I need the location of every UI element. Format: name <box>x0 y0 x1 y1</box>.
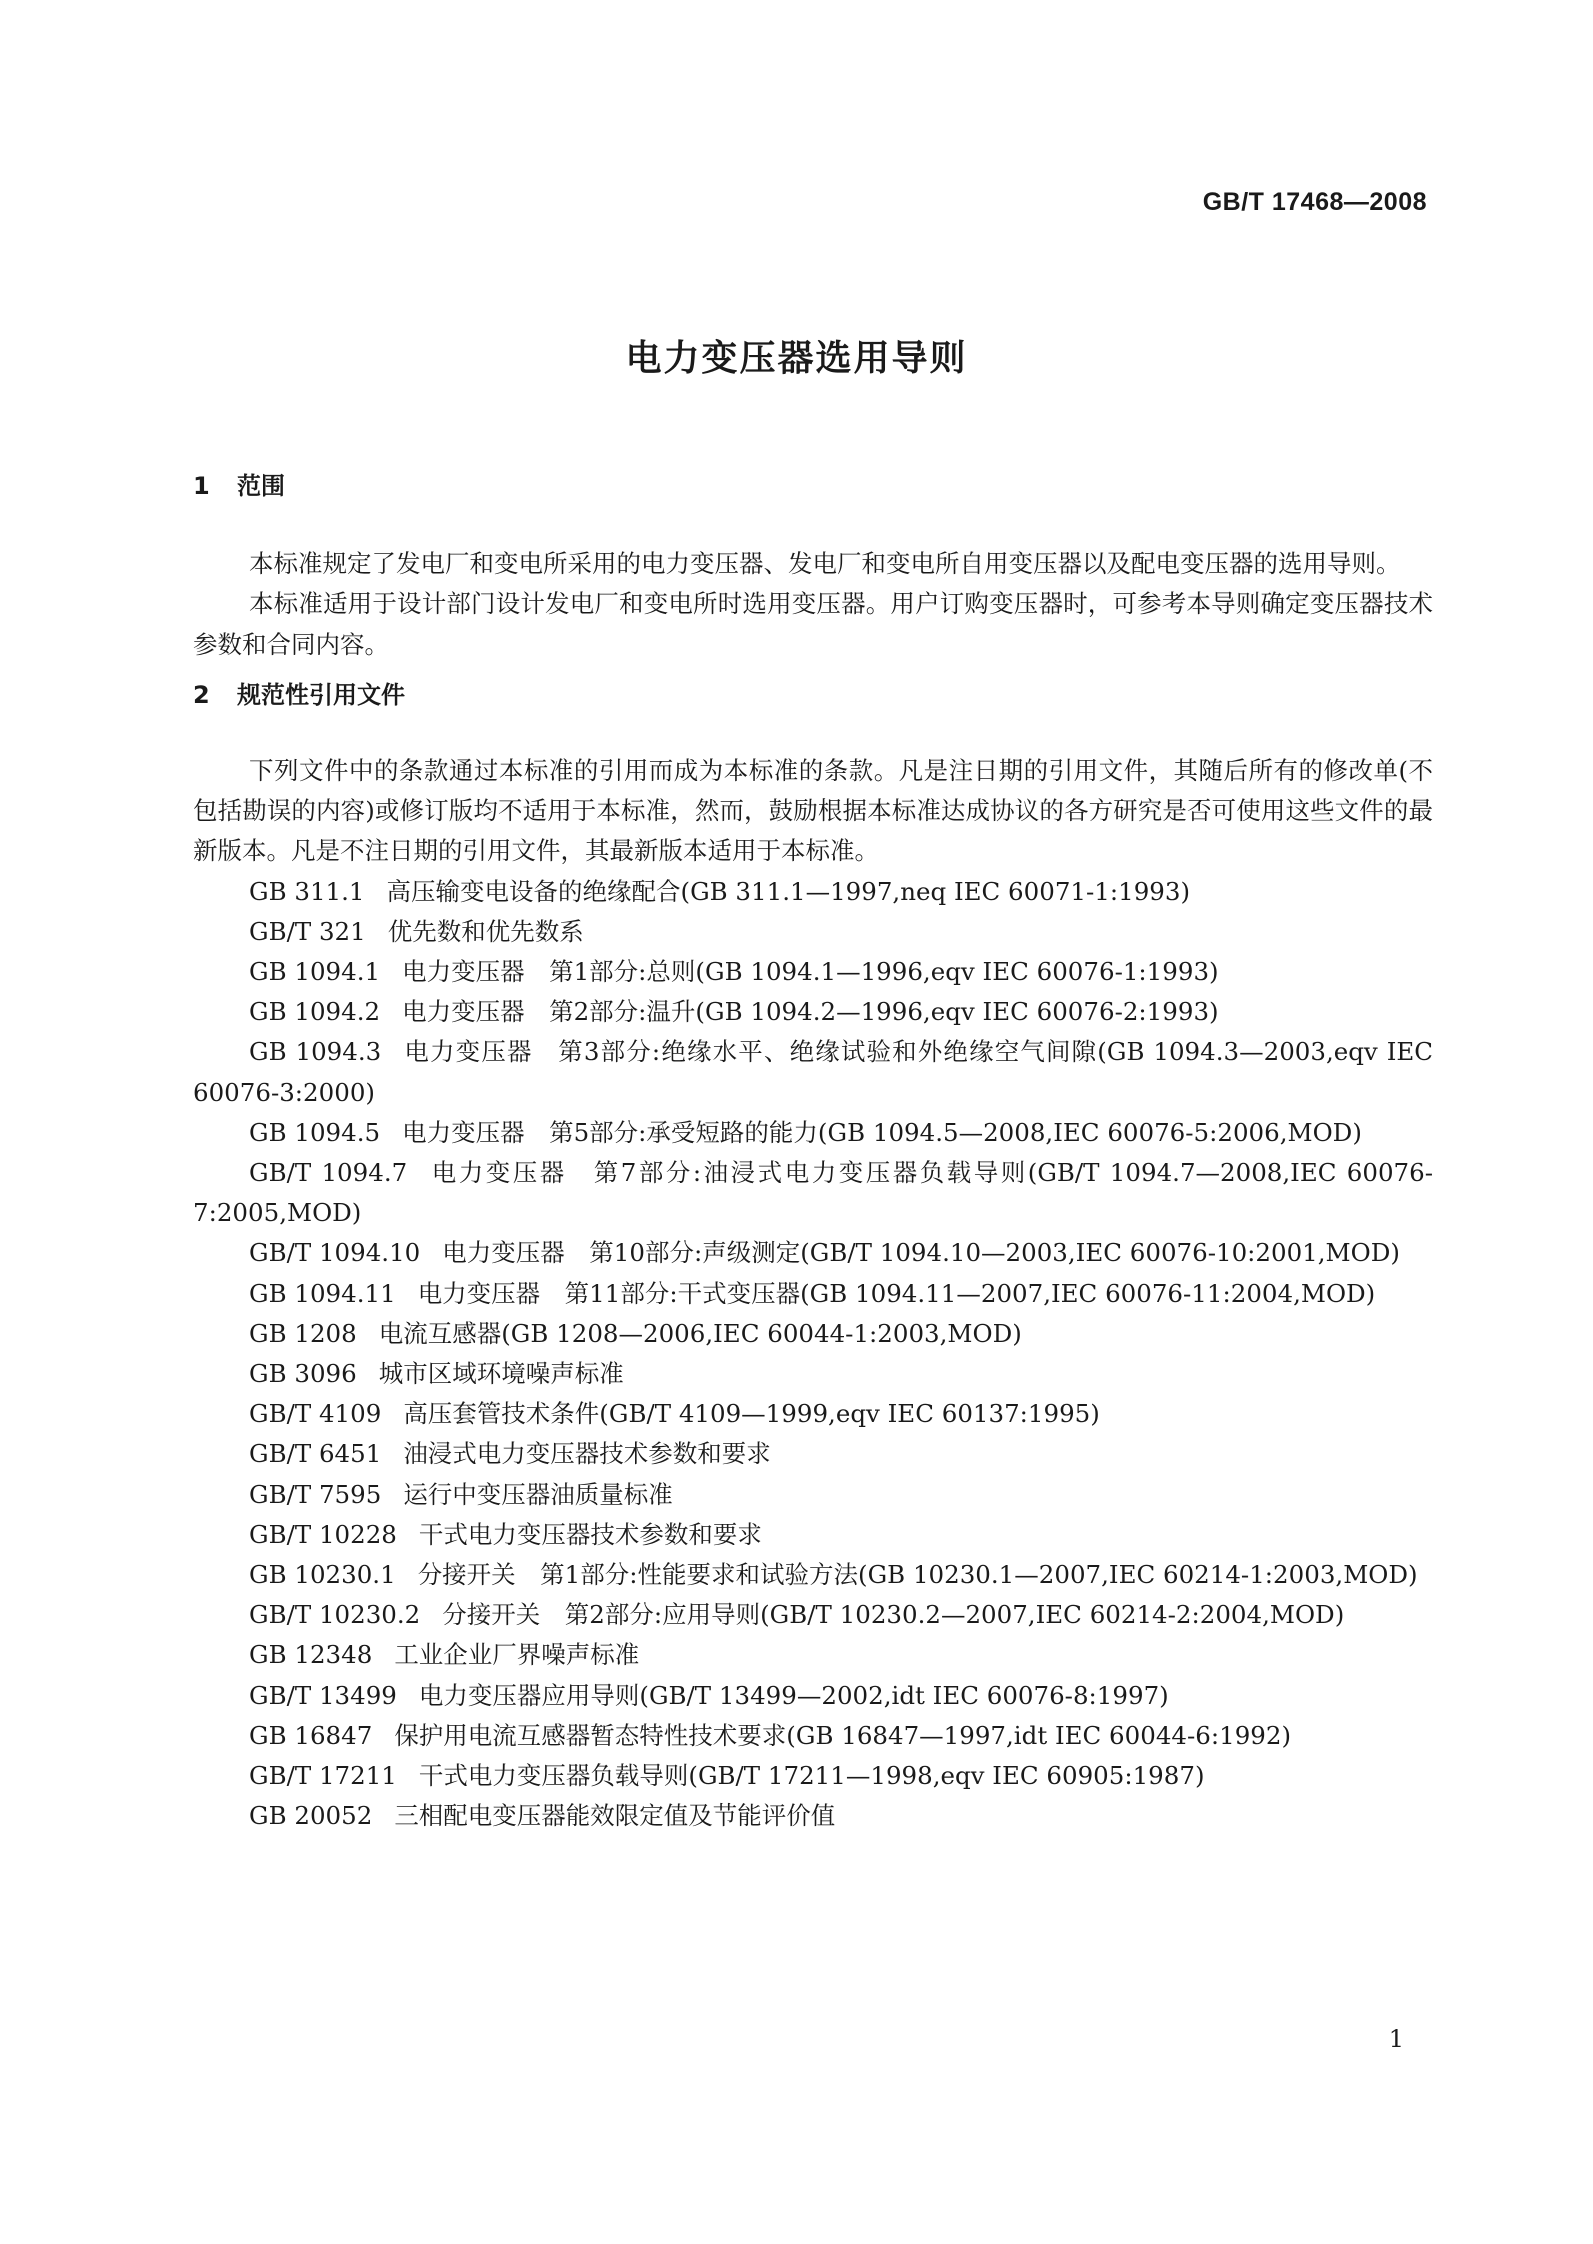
section-title: 规范性引用文件 <box>237 680 405 709</box>
reference-code: GB 16847 <box>249 1720 373 1750</box>
reference-entry <box>193 1113 1433 1153</box>
reference-title: 电力变压器 第11部分:干式变压器(GB 1094.11—2007,IEC 60076-11:2004,MOD) <box>417 1278 1376 1308</box>
reference-title: 分接开关 第1部分:性能要求和试验方法(GB 10230.1—2007,IEC 60214-1:2003,MOD) <box>417 1560 1418 1590</box>
reference-code: GB/T 17211 <box>249 1761 397 1791</box>
reference-entry <box>193 1475 1433 1515</box>
reference-entry <box>193 912 1433 952</box>
reference-entry <box>193 1434 1433 1474</box>
reference-title: 高压套管技术条件(GB/T 4109—1999,eqv IEC 60137:1995) <box>403 1399 1100 1429</box>
reference-entry <box>193 1394 1433 1434</box>
reference-code: GB 10230.1 <box>249 1560 396 1590</box>
reference-title: 电力变压器 第10部分:声级测定(GB/T 1094.10—2003,IEC 60076-10:2001,MOD) <box>442 1238 1400 1268</box>
section-number: 2 <box>193 680 210 709</box>
reference-title: 油浸式电力变压器技术参数和要求 <box>403 1439 771 1469</box>
reference-entry <box>193 1756 1433 1796</box>
reference-entry <box>193 1676 1433 1716</box>
reference-code: GB/T 10230.2 <box>249 1600 421 1630</box>
reference-entry <box>193 1635 1433 1675</box>
reference-code: GB 1208 <box>249 1318 357 1348</box>
reference-entry <box>193 1595 1433 1635</box>
reference-entry <box>193 1274 1433 1314</box>
reference-title: 三相配电变压器能效限定值及节能评价值 <box>394 1801 836 1831</box>
reference-entry <box>193 1153 1433 1233</box>
reference-title: 优先数和优先数系 <box>387 916 584 946</box>
reference-title: 城市区域环境噪声标准 <box>378 1359 624 1389</box>
document-body <box>193 466 1433 1837</box>
section-title: 范围 <box>237 472 285 500</box>
reference-code: GB 12348 <box>249 1640 373 1670</box>
reference-title: 工业企业厂界噪声标准 <box>394 1640 640 1670</box>
reference-code: GB 1094.1 <box>249 957 381 987</box>
reference-title: 分接开关 第2部分:应用导则(GB/T 10230.2—2007,IEC 60214-2:2004,MOD) <box>442 1600 1345 1630</box>
page-number: 1 <box>1388 2025 1404 2053</box>
reference-entry <box>193 1716 1433 1756</box>
reference-title: 运行中变压器油质量标准 <box>403 1479 673 1509</box>
reference-entry <box>193 1555 1433 1595</box>
reference-title: 高压输变电设备的绝缘配合(GB 311.1—1997,neq IEC 60071-1:1993) <box>386 876 1191 906</box>
reference-title: 电力变压器 第7部分:油浸式电力变压器负载导则(GB/T 1094.7—2008,IEC 60076-7:2005,MOD) <box>193 1158 1433 1228</box>
reference-title: 电力变压器 第2部分:温升(GB 1094.2—1996,eqv IEC 60076-2:1993) <box>402 997 1219 1027</box>
reference-entry <box>193 1314 1433 1354</box>
reference-code: GB/T 1094.10 <box>249 1238 421 1268</box>
reference-title: 电流互感器(GB 1208—2006,IEC 60044-1:2003,MOD) <box>378 1318 1022 1348</box>
reference-code: GB/T 10228 <box>249 1519 397 1549</box>
reference-title: 电力变压器 第1部分:总则(GB 1094.1—1996,eqv IEC 60076-1:1993) <box>402 957 1219 987</box>
reference-code: GB/T 4109 <box>249 1399 382 1429</box>
section-number: 1 <box>193 472 210 500</box>
reference-code: GB 311.1 <box>249 876 365 906</box>
reference-code: GB 3096 <box>249 1359 357 1389</box>
reference-entry <box>193 952 1433 992</box>
reference-title: 干式电力变压器技术参数和要求 <box>418 1519 762 1549</box>
reference-entry <box>193 1032 1433 1112</box>
reference-entry <box>193 1233 1433 1273</box>
reference-title: 电力变压器应用导则(GB/T 13499—2002,idt IEC 60076-8:1997) <box>418 1680 1169 1710</box>
reference-title: 干式电力变压器负载导则(GB/T 17211—1998,eqv IEC 60905:1987) <box>418 1761 1205 1791</box>
reference-code: GB/T 13499 <box>249 1680 397 1710</box>
section-heading-scope <box>193 466 1433 506</box>
reference-code: GB/T 6451 <box>249 1439 382 1469</box>
reference-code: GB 1094.5 <box>249 1117 381 1147</box>
section-heading-normative-references <box>193 675 1433 715</box>
reference-code: GB/T 1094.7 <box>249 1158 408 1188</box>
reference-entry <box>193 1796 1433 1836</box>
reference-code: GB 1094.11 <box>249 1278 396 1308</box>
reference-code: GB 20052 <box>249 1801 373 1831</box>
reference-title: 电力变压器 第3部分:绝缘水平、绝缘试验和外绝缘空气间隙(GB 1094.3—2003,eqv IEC 60076-3:2000) <box>193 1037 1434 1107</box>
standard-number: GB/T 17468—2008 <box>1202 188 1427 216</box>
reference-entry <box>193 1354 1433 1394</box>
paragraph: 本标准规定了发电厂和变电所采用的电力变压器、发电厂和变电所自用变压器以及配电变压器的选用导则。 <box>249 549 1401 579</box>
reference-code: GB 1094.3 <box>249 1037 382 1067</box>
paragraph: 本标准适用于设计部门设计发电厂和变电所时选用变压器。用户订购变压器时，可参考本导则确定变压器技术参数和合同内容。 <box>193 589 1433 659</box>
reference-code: GB/T 321 <box>249 916 366 946</box>
document-title: 电力变压器选用导则 <box>625 338 968 379</box>
reference-title: 电力变压器 第5部分:承受短路的能力(GB 1094.5—2008,IEC 60076-5:2006,MOD) <box>402 1117 1362 1147</box>
reference-list <box>193 872 1433 1837</box>
reference-entry <box>193 992 1433 1032</box>
reference-entry <box>193 1515 1433 1555</box>
reference-code: GB/T 7595 <box>249 1479 382 1509</box>
reference-title: 保护用电流互感器暂态特性技术要求(GB 16847—1997,idt IEC 60044-6:1992) <box>394 1720 1292 1750</box>
reference-entry <box>193 872 1433 912</box>
paragraph: 下列文件中的条款通过本标准的引用而成为本标准的条款。凡是注日期的引用文件，其随后所有的修改单(不包括勘误的内容)或修订版均不适用于本标准，然而，鼓励根据本标准达成协议的各方研究是否可使用这些文件的最新版本。凡是不注日期的引用文件，其最新版本适用于本标准。 <box>193 756 1433 866</box>
reference-code: GB 1094.2 <box>249 997 381 1027</box>
